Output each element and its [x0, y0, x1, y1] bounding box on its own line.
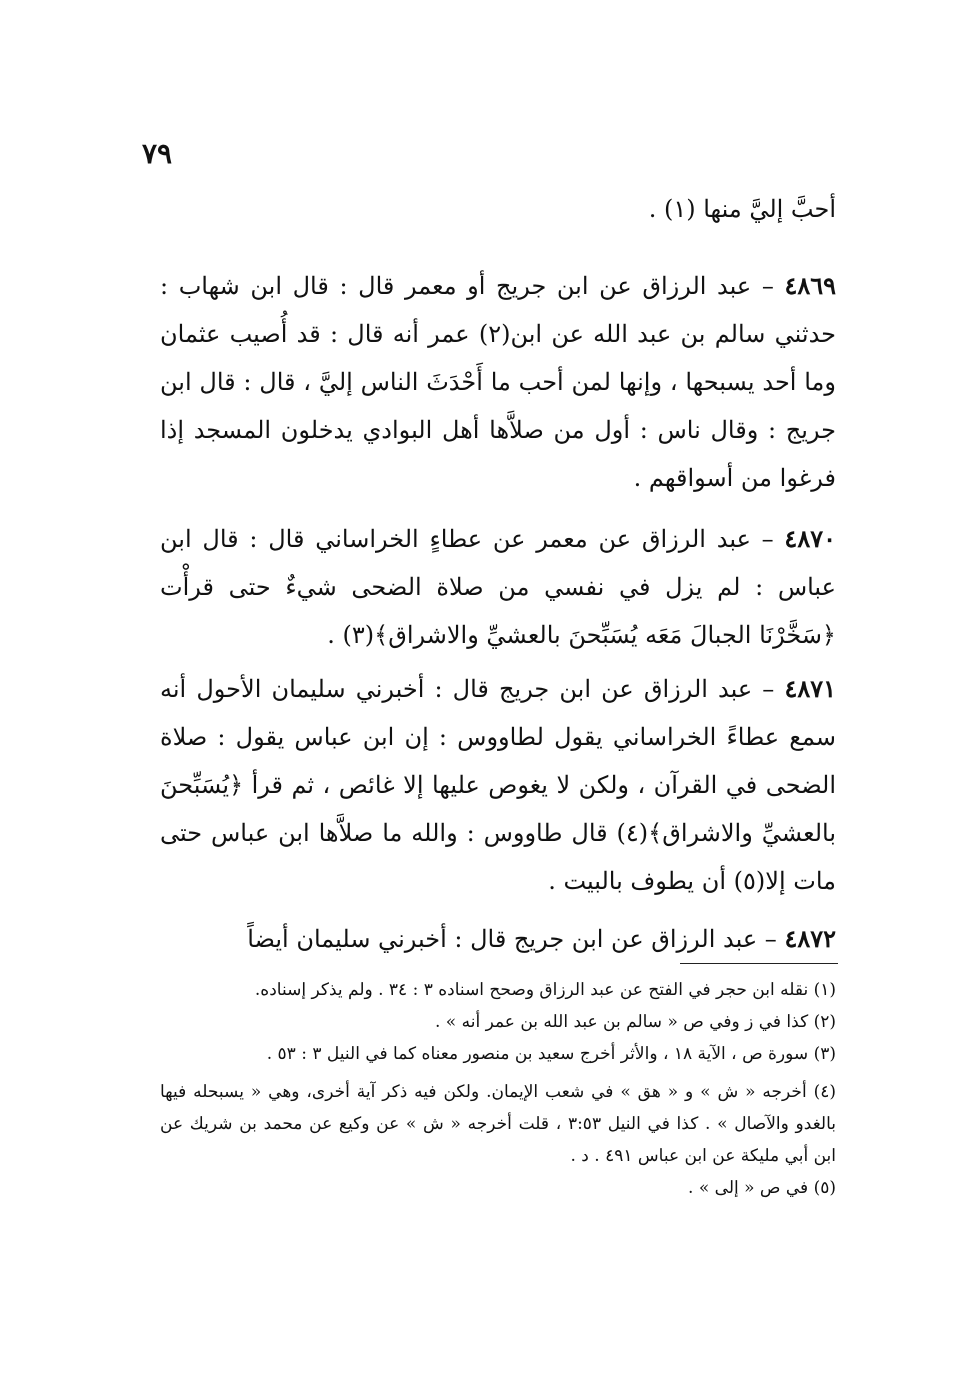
hadith-entry [160, 262, 836, 502]
footnote-divider [680, 963, 838, 964]
entry-text: – عبد الرزاق عن ابن جريج قال : أخبرني سليمان أيضاً [247, 925, 777, 953]
entry-number: ٤٨٧٢ [784, 924, 836, 953]
entry-text: – عبد الرزاق عن معمر عن عطاءٍ الخراساني قال : قال ابن عباس : لم يزل في نفسي من صلاة الضحى شيءٌ حتى قرأْت ﴿سَخَّرْنَا الجبالَ مَعَه يُسَبِّحنَ بالعشيِّ والاشراق﴾(٣) . [160, 525, 836, 649]
footnotes [160, 974, 836, 1204]
entry-text: – عبد الرزاق عن ابن جريج أو معمر قال : قال ابن شهاب : حدثني سالم بن عبد الله عن ابن(٢) عمر أنه قال : قد أُصيب عثمان وما أحد يسبحها ، وإنها لمن أحب ما أَحْدَثَ الناس إليَّ ، قال : قال ابن جريج : وقال ناس : أول من صلاَّها أهل البوادي يدخلون المسجد إذا فرغوا من أسواقهم . [160, 272, 837, 492]
entry-number: ٤٨٧١ [784, 674, 836, 703]
hadith-entry [160, 915, 836, 965]
intro-paragraph: أحبَّ إليَّ منها (١) . [648, 195, 836, 223]
page-number: ٧٩ [142, 137, 173, 170]
footnote: (٢) كذا في ز وفي ص « سالم بن عبد الله بن عمر أنه » . [434, 1012, 836, 1032]
entry-text: – عبد الرزاق عن ابن جريج قال : أخبرني سليمان الأحول أنه سمع عطاءً الخراساني يقول لطاووس : إن ابن عباس يقول : صلاة الضحى في القرآن ، ولكن لا يغوص عليها إلا غائص ، ثم قرأ ﴿يُسَبِّحنَ بالعشيِّ والاشراق﴾(٤) قال طاووس : والله ما صلاَّها ابن عباس حتى مات إلا(٥) أن يطوف بالبيت . [160, 675, 837, 895]
footnote: (٣) سورة ص ، الآية ١٨ ، والأثر أخرج سعيد بن منصور معناه كما في النيل ٣ : ٥٣ . [266, 1044, 836, 1064]
entry-number: ٤٨٦٩ [784, 271, 836, 300]
footnote: (٥) في ص « إلى » . [688, 1178, 836, 1198]
footnote: (١) نقله ابن حجر في الفتح عن عبد الرزاق وصحح اسناده ٣ : ٣٤ . ولم يذكر إسناده. [254, 980, 836, 1000]
footnote: (٤) أخرجه « ش » و « هق » في شعب الإيمان. ولكن فيه ذكر آية أخرى، وهي « يسبحله فيها بالغدو والآصال » . كذا في النيل ٣:٥٣ ، قلت أخرجه « ش » عن وكيع عن محمد بن شريك عن ابن أبي مليكة عن ابن عباس ٤٩١ . د . [160, 1082, 836, 1166]
hadith-entry [160, 665, 836, 905]
entry-number: ٤٨٧٠ [784, 524, 836, 553]
hadith-entry [160, 515, 836, 659]
